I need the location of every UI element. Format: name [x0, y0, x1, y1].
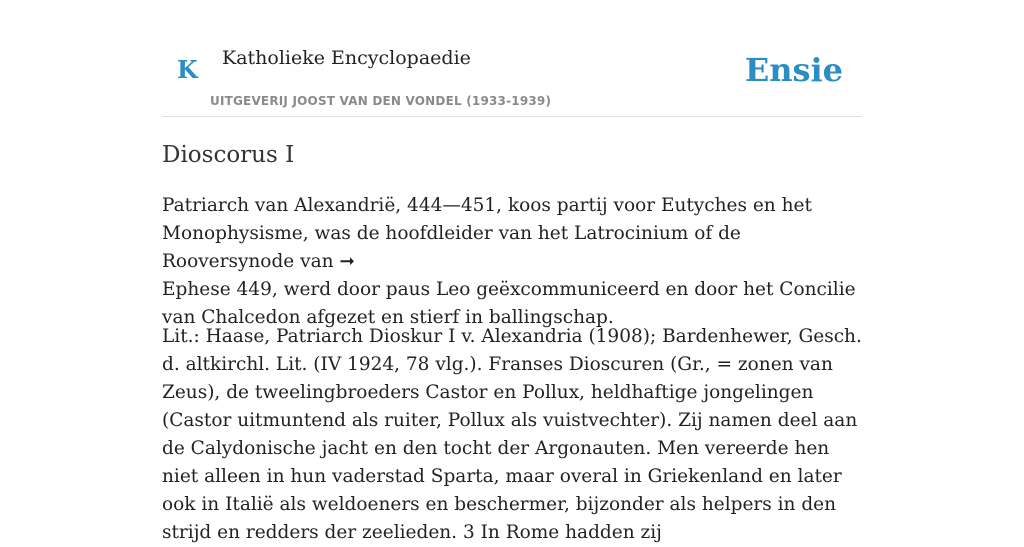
- encyclopedia-logo[interactable]: K: [177, 55, 198, 84]
- encyclopedia-title[interactable]: Katholieke Encyclopaedie: [222, 47, 471, 69]
- content-column: [162, 0, 862, 543]
- site-header: [162, 0, 862, 117]
- paragraph-1-rest: 449, werd door paus Leo geëxcommuniceerd en door het Concilie van Chalcedon afgezet en stierf in ballingschap.: [162, 279, 856, 328]
- paragraph-1-text: Patriarch van Alexandrië, 444—451, koos partij voor Eutyches en het Monophysisme, was de hoofdleider van het Latrocinium of de Rooversynode van: [162, 195, 812, 272]
- ensie-brand-logo[interactable]: Ensie: [744, 51, 843, 89]
- article-paragraph-1: [162, 192, 867, 332]
- cross-reference-label: Ephese: [162, 279, 231, 300]
- article-title: Dioscorus I: [162, 142, 295, 168]
- cross-reference-arrow-icon: ➞: [339, 251, 355, 272]
- article-paragraph-2: Lit.: Haase, Patriarch Dioskur I v. Alexandria (1908); Bardenhewer, Gesch. d. altkirchl. Lit. (IV 1924, 78 vlg.). Franses Dioscuren (Gr., = zonen van Zeus), de tweelingbroeders Castor en Pollux, heldhaftige jongelingen (Castor uitmuntend als ruiter, Pollux als vuistvechter). Zij namen deel aan de Calydonische jacht en den tocht der Argonauten. Men vereerde hen niet alleen in hun vaderstad Sparta, maar overal in Griekenland en later ook in Italië als weldoeners en beschermer, bijzonder als helpers in den strijd en redders der zeelieden. 3 In Rome hadden zij: [162, 326, 862, 543]
- publisher-subtitle: UITGEVERIJ JOOST VAN DEN VONDEL (1933-1939): [210, 94, 552, 108]
